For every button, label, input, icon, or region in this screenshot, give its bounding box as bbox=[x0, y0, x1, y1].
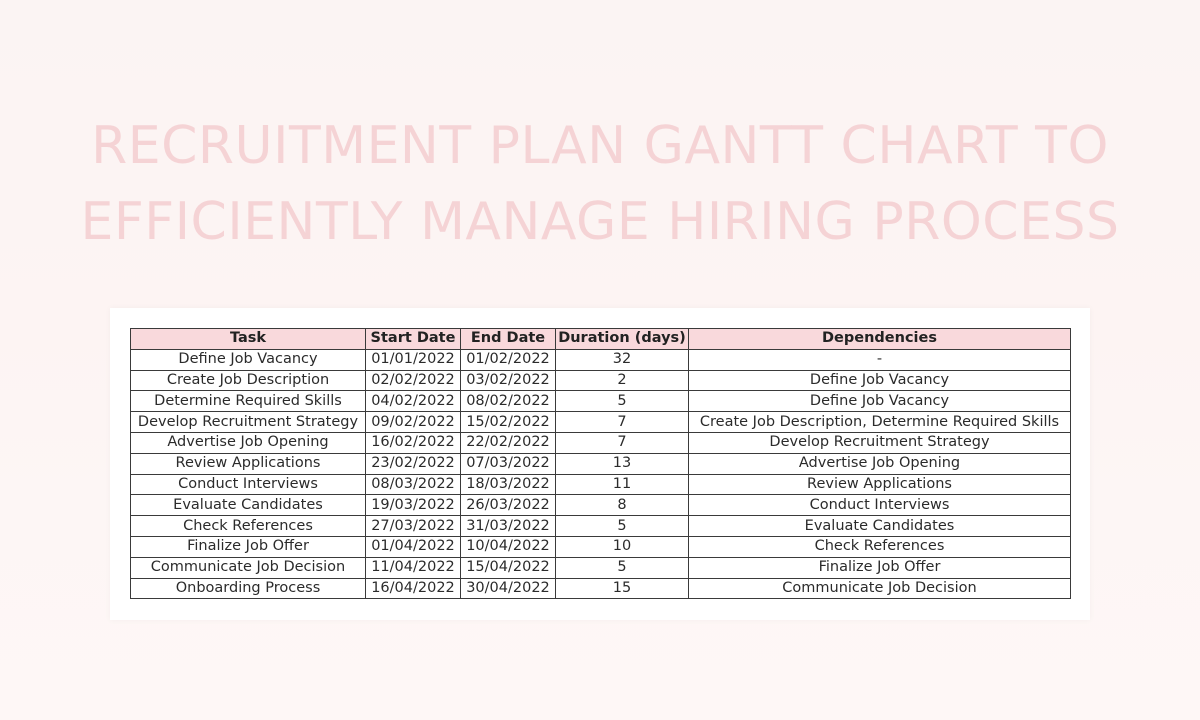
cell-start-date: 01/04/2022 bbox=[366, 536, 461, 557]
cell-start-date: 16/02/2022 bbox=[366, 432, 461, 453]
cell-start-date: 23/02/2022 bbox=[366, 453, 461, 474]
cell-duration: 5 bbox=[556, 516, 689, 537]
cell-start-date: 02/02/2022 bbox=[366, 370, 461, 391]
table-row bbox=[131, 516, 1071, 537]
cell-start-date: 04/02/2022 bbox=[366, 391, 461, 412]
header-task: Task bbox=[131, 329, 366, 350]
cell-end-date: 10/04/2022 bbox=[461, 536, 556, 557]
cell-start-date: 08/03/2022 bbox=[366, 474, 461, 495]
recruitment-plan-table bbox=[130, 328, 1071, 599]
cell-task: Define Job Vacancy bbox=[131, 349, 366, 370]
table-row bbox=[131, 453, 1071, 474]
cell-duration: 13 bbox=[556, 453, 689, 474]
cell-task: Create Job Description bbox=[131, 370, 366, 391]
header-dependencies: Dependencies bbox=[689, 329, 1071, 350]
header-start-date: Start Date bbox=[366, 329, 461, 350]
cell-duration: 5 bbox=[556, 391, 689, 412]
cell-task: Check References bbox=[131, 516, 366, 537]
cell-dependencies: Communicate Job Decision bbox=[689, 578, 1071, 599]
cell-duration: 5 bbox=[556, 557, 689, 578]
cell-dependencies: Advertise Job Opening bbox=[689, 453, 1071, 474]
cell-end-date: 03/02/2022 bbox=[461, 370, 556, 391]
cell-end-date: 26/03/2022 bbox=[461, 495, 556, 516]
cell-dependencies: Create Job Description, Determine Required Skills bbox=[689, 412, 1071, 433]
table-row bbox=[131, 370, 1071, 391]
cell-start-date: 16/04/2022 bbox=[366, 578, 461, 599]
page-title bbox=[0, 108, 1200, 260]
cell-end-date: 22/02/2022 bbox=[461, 432, 556, 453]
table-row bbox=[131, 349, 1071, 370]
table-row bbox=[131, 578, 1071, 599]
cell-task: Onboarding Process bbox=[131, 578, 366, 599]
cell-start-date: 27/03/2022 bbox=[366, 516, 461, 537]
header-duration: Duration (days) bbox=[556, 329, 689, 350]
cell-end-date: 31/03/2022 bbox=[461, 516, 556, 537]
cell-dependencies: Finalize Job Offer bbox=[689, 557, 1071, 578]
cell-dependencies: Review Applications bbox=[689, 474, 1071, 495]
cell-task: Conduct Interviews bbox=[131, 474, 366, 495]
cell-task: Finalize Job Offer bbox=[131, 536, 366, 557]
cell-start-date: 01/01/2022 bbox=[366, 349, 461, 370]
page-title-line-1: RECRUITMENT PLAN GANTT CHART TO bbox=[91, 116, 1109, 176]
cell-task: Advertise Job Opening bbox=[131, 432, 366, 453]
cell-task: Communicate Job Decision bbox=[131, 557, 366, 578]
cell-duration: 7 bbox=[556, 432, 689, 453]
table-row bbox=[131, 391, 1071, 412]
cell-dependencies: Develop Recruitment Strategy bbox=[689, 432, 1071, 453]
cell-duration: 32 bbox=[556, 349, 689, 370]
cell-dependencies: Conduct Interviews bbox=[689, 495, 1071, 516]
cell-end-date: 08/02/2022 bbox=[461, 391, 556, 412]
cell-duration: 8 bbox=[556, 495, 689, 516]
table-header-row bbox=[131, 329, 1071, 350]
cell-dependencies: Check References bbox=[689, 536, 1071, 557]
cell-end-date: 01/02/2022 bbox=[461, 349, 556, 370]
cell-task: Review Applications bbox=[131, 453, 366, 474]
table-row bbox=[131, 412, 1071, 433]
cell-end-date: 07/03/2022 bbox=[461, 453, 556, 474]
cell-end-date: 30/04/2022 bbox=[461, 578, 556, 599]
cell-end-date: 15/02/2022 bbox=[461, 412, 556, 433]
cell-dependencies: Evaluate Candidates bbox=[689, 516, 1071, 537]
cell-task: Determine Required Skills bbox=[131, 391, 366, 412]
cell-dependencies: Define Job Vacancy bbox=[689, 391, 1071, 412]
cell-duration: 11 bbox=[556, 474, 689, 495]
header-end-date: End Date bbox=[461, 329, 556, 350]
cell-end-date: 18/03/2022 bbox=[461, 474, 556, 495]
table-row bbox=[131, 474, 1071, 495]
cell-start-date: 19/03/2022 bbox=[366, 495, 461, 516]
cell-dependencies: - bbox=[689, 349, 1071, 370]
cell-duration: 15 bbox=[556, 578, 689, 599]
cell-task: Develop Recruitment Strategy bbox=[131, 412, 366, 433]
cell-dependencies: Define Job Vacancy bbox=[689, 370, 1071, 391]
cell-task: Evaluate Candidates bbox=[131, 495, 366, 516]
table-row bbox=[131, 557, 1071, 578]
table-row bbox=[131, 432, 1071, 453]
table-row bbox=[131, 495, 1071, 516]
cell-duration: 10 bbox=[556, 536, 689, 557]
page-title-line-2: EFFICIENTLY MANAGE HIRING PROCESS bbox=[80, 192, 1120, 252]
cell-duration: 2 bbox=[556, 370, 689, 391]
table-row bbox=[131, 536, 1071, 557]
cell-end-date: 15/04/2022 bbox=[461, 557, 556, 578]
cell-start-date: 09/02/2022 bbox=[366, 412, 461, 433]
cell-duration: 7 bbox=[556, 412, 689, 433]
table-card bbox=[110, 308, 1090, 620]
cell-start-date: 11/04/2022 bbox=[366, 557, 461, 578]
